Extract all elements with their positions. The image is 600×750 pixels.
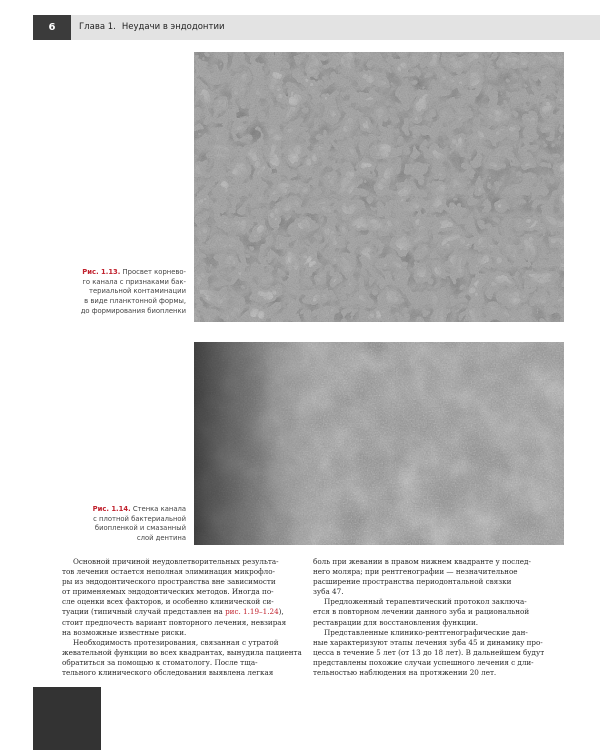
chapter-heading [79,15,225,40]
text-line [62,607,307,617]
text-line: Предложенный терапевтический протокол заключа- [324,597,527,607]
text-line: ется в повторном лечении данного зуба и рациональной [313,607,530,617]
body-column-left [62,557,307,678]
page-number: 6 [48,22,56,33]
footer-corner-block [33,687,101,750]
chapter-title: Неудачи в эндодонтии [121,22,225,32]
text-line: от применяемых эндодонтических методов. Иногда по- [62,587,274,597]
caption-line: териальной контаминации [88,287,186,296]
text-line: Основной причиной неудовлетворительных результа- [73,557,279,566]
text-line: тов лечения остается неполная элиминация микрофло- [62,567,275,577]
figure-reference-link[interactable]: рис. 1.19–1.24 [225,607,279,617]
text-line: расширение пространства периодонтальной связки [313,577,512,587]
text-line: представлены похожие случаи успешного лечения с дли- [313,657,534,667]
text-line: сле оценки всех факторов, и особенно клинической си- [62,597,274,607]
figure-1-13-caption [54,268,186,317]
caption-line: Стенка канала [132,505,186,513]
caption-line: слой дентина [136,534,186,543]
body-column-right [313,557,558,678]
text-line: реставрации для восстановления функции. [313,617,479,627]
text-line: жевательной функции во всех квадрантах, вынудила пациента [62,647,302,657]
caption-line: с плотной бактериальной [93,514,186,523]
caption-line: до формирования биопленки [80,306,186,315]
text-line: ные характеризуют этапы лечения зуба 45 и динамику про- [313,637,543,647]
text-line: цесса в течение 5 лет (от 13 до 18 лет). В дальнейшем будут [313,647,545,657]
chapter-label: Глава 1. [79,22,116,32]
caption-line: в виде планктонной формы, [84,297,186,306]
text-line: стоит предпочесть вариант повторного лечения, невзирая [62,617,287,627]
figure-1-14-image [194,342,564,545]
text-line: тельностью наблюдения на протяжении 20 лет. [313,668,497,678]
text-line: зуба 47. [313,587,344,597]
text-segment: ), [278,607,284,617]
caption-line: го канала с признаками бак- [82,277,186,286]
text-line: Необходимость протезирования, связанная с утратой [73,637,279,647]
text-line: Представленные клинико-рентгенографические дан- [324,627,528,637]
caption-line: Просвет корнево- [122,268,186,276]
text-line: боль при жевании в правом нижнем квадранте у послед- [313,557,531,566]
text-segment: туации (типичный случай представлен на [62,607,226,617]
figure-1-14-caption [54,505,186,544]
figure-1-14-label: Рис. 1.14. [92,505,131,513]
text-line: него моляра; при рентгенографии — незначительное [313,567,518,577]
figure-1-13-image [194,52,564,322]
text-line: на возможные известные риски. [62,627,187,637]
text-line: ры из эндодонтического пространства вне зависимости [62,577,276,587]
text-line: обратиться за помощью к стоматологу. После тща- [62,657,258,667]
caption-line: биопленкой и смазанный [94,524,186,533]
page-number-box [33,15,71,40]
figure-1-13-label: Рис. 1.13. [82,268,121,276]
text-line: тельного клинического обследования выявлена легкая [62,668,274,678]
